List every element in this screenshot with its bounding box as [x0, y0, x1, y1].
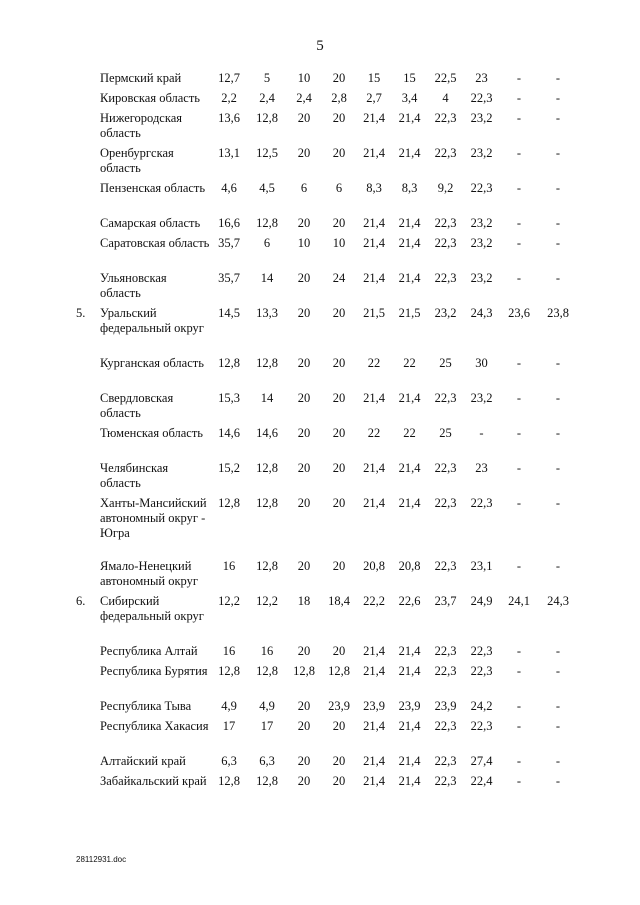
- rate-value: 23,9: [398, 699, 421, 713]
- rate-value: 24,2: [470, 699, 493, 713]
- rate-value: 22,3: [434, 754, 457, 768]
- rate-value: 22,6: [398, 594, 421, 608]
- rate-value: 22,3: [434, 461, 457, 475]
- rate-value: 12,8: [218, 774, 240, 788]
- row-number: [76, 719, 100, 754]
- table-row: [76, 699, 577, 719]
- rate-value: 27,4: [470, 754, 493, 768]
- row-number: [76, 146, 100, 181]
- rate-value: 12,5: [256, 146, 278, 160]
- table-row: [76, 146, 577, 181]
- rate-value: 12,8: [256, 216, 278, 230]
- rate-value: 20: [297, 356, 311, 370]
- rate-value: 22,3: [434, 559, 457, 573]
- rate-value: 6,3: [259, 754, 275, 768]
- table-row: [76, 496, 577, 559]
- tax-rate-table: [76, 71, 577, 809]
- rate-value: 21,4: [363, 664, 385, 678]
- rate-value: 4: [442, 91, 449, 105]
- rate-value: 24,3: [470, 306, 493, 320]
- rate-value: 15,2: [218, 461, 240, 475]
- rate-value: 21,4: [363, 754, 385, 768]
- rate-value: -: [555, 71, 561, 85]
- rate-value: 23,8: [547, 306, 569, 320]
- rate-value: 20: [332, 644, 346, 658]
- table-row: [76, 91, 577, 111]
- rate-value: 20: [332, 306, 346, 320]
- rate-value: -: [555, 774, 561, 788]
- rate-value: 23,9: [434, 699, 457, 713]
- table-row: [76, 181, 577, 216]
- rate-value: -: [516, 496, 522, 510]
- table-row: [76, 271, 577, 306]
- rate-value: 14,6: [256, 426, 278, 440]
- table-row: [76, 306, 577, 356]
- rate-value: 21,4: [363, 111, 385, 125]
- rate-value: 22,3: [434, 146, 457, 160]
- region-name: Пензенская область: [100, 181, 206, 195]
- table-row: [76, 461, 577, 496]
- rate-value: 4,9: [221, 699, 237, 713]
- rate-value: -: [516, 774, 522, 788]
- rate-value: 22,3: [470, 496, 493, 510]
- rate-value: 18,4: [328, 594, 350, 608]
- rate-value: -: [555, 426, 561, 440]
- row-number: [76, 71, 100, 91]
- rate-value: 21,4: [363, 719, 385, 733]
- table-row: [76, 774, 577, 809]
- rate-value: 23: [475, 461, 488, 475]
- rate-value: 21,4: [398, 496, 421, 510]
- rate-value: 22: [403, 426, 416, 440]
- rate-value: 12,8: [256, 461, 278, 475]
- rate-value: 22,4: [470, 774, 493, 788]
- region-name: Ульяновская область: [100, 271, 167, 300]
- rate-value: -: [555, 461, 561, 475]
- rate-value: 22,3: [434, 391, 457, 405]
- rate-value: 6,3: [221, 754, 237, 768]
- rate-value: 24,3: [547, 594, 569, 608]
- rate-value: -: [516, 719, 522, 733]
- rate-value: 12,8: [328, 664, 350, 678]
- rate-value: 23: [475, 71, 488, 85]
- rate-value: 20: [332, 216, 346, 230]
- rate-value: 22,2: [363, 594, 385, 608]
- rate-value: 20: [297, 496, 311, 510]
- rate-value: -: [516, 754, 522, 768]
- region-name: Забайкальский край: [100, 774, 207, 788]
- rate-value: 22,3: [470, 181, 493, 195]
- rate-value: 20: [297, 774, 311, 788]
- rate-value: 21,4: [363, 236, 385, 250]
- rate-value: 22,3: [470, 91, 493, 105]
- rate-value: 23,2: [470, 271, 493, 285]
- rate-value: 22,3: [470, 644, 493, 658]
- rate-value: -: [516, 664, 522, 678]
- rate-value: 22: [367, 426, 381, 440]
- rate-value: 20: [297, 216, 311, 230]
- rate-value: 12,8: [293, 664, 315, 678]
- rate-value: -: [555, 356, 561, 370]
- region-name: Пермский край: [100, 71, 182, 85]
- rate-value: -: [516, 236, 522, 250]
- rate-value: 20: [332, 71, 346, 85]
- region-name: Саратовская область: [100, 236, 210, 250]
- rate-value: 14: [260, 271, 274, 285]
- rate-value: 16,6: [218, 216, 240, 230]
- rate-value: 22,3: [434, 774, 457, 788]
- rate-value: 12,8: [256, 559, 278, 573]
- rate-value: -: [516, 146, 522, 160]
- table-row: [76, 594, 577, 644]
- rate-value: 10: [297, 71, 311, 85]
- rate-value: 20: [332, 356, 346, 370]
- region-name: Свердловская область: [100, 391, 174, 420]
- table-row: [76, 719, 577, 754]
- rate-value: -: [516, 426, 522, 440]
- rate-value: 22,3: [434, 236, 457, 250]
- rate-value: 15: [403, 71, 416, 85]
- rate-value: -: [516, 181, 522, 195]
- rate-value: 4,5: [259, 181, 275, 195]
- rate-value: 21,4: [398, 271, 421, 285]
- region-name: Республика Тыва: [100, 699, 192, 713]
- rate-value: 22,3: [470, 719, 493, 733]
- rate-value: 20,8: [363, 559, 385, 573]
- row-number: [76, 699, 100, 719]
- rate-value: 20: [297, 271, 311, 285]
- rate-value: 20: [332, 496, 346, 510]
- rate-value: 23,9: [363, 699, 385, 713]
- rate-value: 25: [439, 356, 452, 370]
- row-number: [76, 236, 100, 271]
- rate-value: 8,3: [401, 181, 418, 195]
- rate-value: 20: [297, 754, 311, 768]
- rate-value: 21,4: [363, 644, 385, 658]
- rate-value: -: [555, 181, 561, 195]
- rate-value: 17: [222, 719, 236, 733]
- rate-value: 24,1: [508, 594, 530, 608]
- row-number: [76, 559, 100, 594]
- rate-value: 5: [263, 71, 271, 85]
- region-name: Алтайский край: [100, 754, 186, 768]
- rate-value: -: [516, 391, 522, 405]
- row-number: [76, 426, 100, 461]
- rate-value: 20: [332, 754, 346, 768]
- rate-value: 20: [297, 719, 311, 733]
- region-name: Республика Алтай: [100, 644, 198, 658]
- rate-value: 3,4: [401, 91, 418, 105]
- table-row: [76, 664, 577, 699]
- rate-value: -: [516, 356, 522, 370]
- rate-value: -: [555, 91, 561, 105]
- region-name: Ямало-Ненецкий автономный округ: [100, 559, 198, 588]
- rate-value: 20: [297, 146, 311, 160]
- rate-value: 24,9: [470, 594, 493, 608]
- rate-value: 20,8: [398, 559, 421, 573]
- rate-value: 20: [332, 559, 346, 573]
- rate-value: 12,8: [218, 664, 240, 678]
- rate-value: 21,4: [398, 146, 421, 160]
- rate-value: -: [555, 236, 561, 250]
- rate-value: 20: [297, 699, 311, 713]
- rate-value: -: [516, 216, 522, 230]
- region-name: Кировская область: [100, 91, 201, 105]
- rate-value: 2,2: [221, 91, 237, 105]
- rate-value: 16: [222, 559, 236, 573]
- rate-value: -: [555, 664, 561, 678]
- row-number: [76, 271, 100, 306]
- rate-value: 20: [332, 461, 346, 475]
- rate-value: 21,4: [398, 644, 421, 658]
- rate-value: 20: [332, 719, 346, 733]
- rate-value: 21,4: [363, 461, 385, 475]
- rate-value: -: [516, 461, 522, 475]
- rate-value: -: [516, 91, 522, 105]
- rate-value: 23,9: [328, 699, 350, 713]
- rate-value: 21,4: [363, 391, 385, 405]
- rate-value: 21,4: [398, 461, 421, 475]
- region-name: Самарская область: [100, 216, 201, 230]
- rate-value: 12,2: [218, 594, 240, 608]
- region-name: Курганская область: [100, 356, 204, 370]
- row-number: [76, 111, 100, 146]
- rate-value: -: [555, 111, 561, 125]
- rate-value: 10: [297, 236, 311, 250]
- rate-value: 21,4: [363, 146, 385, 160]
- page-number: 5: [316, 38, 324, 54]
- rate-value: 12,8: [256, 496, 278, 510]
- rate-value: 25: [439, 426, 452, 440]
- rate-value: -: [555, 719, 561, 733]
- rate-value: 12,2: [256, 594, 278, 608]
- rate-value: 24: [332, 271, 346, 285]
- row-number: [76, 664, 100, 699]
- rate-value: 20: [297, 644, 311, 658]
- rate-value: 20: [297, 461, 311, 475]
- rate-value: 13,6: [218, 111, 240, 125]
- row-number: [76, 181, 100, 216]
- row-number: [76, 644, 100, 664]
- rate-value: 12,8: [256, 356, 278, 370]
- rate-value: -: [516, 699, 522, 713]
- region-name: Уральский федеральный округ: [100, 306, 204, 335]
- region-name: Нижегородская область: [100, 111, 183, 140]
- row-number: 5.: [76, 306, 86, 320]
- rate-value: 21,4: [398, 774, 421, 788]
- rate-value: 15,3: [218, 391, 240, 405]
- table-row: [76, 216, 577, 236]
- rate-value: 21,4: [398, 664, 421, 678]
- region-name: Тюменская область: [100, 426, 203, 440]
- rate-value: 9,2: [437, 181, 454, 195]
- rate-value: 22,3: [434, 644, 457, 658]
- rate-value: 21,4: [363, 271, 385, 285]
- row-number: [76, 356, 100, 391]
- rate-value: 22,3: [434, 271, 457, 285]
- rate-value: 20: [297, 306, 311, 320]
- rate-value: 22,5: [434, 71, 457, 85]
- rate-value: -: [555, 271, 561, 285]
- rate-value: 6: [300, 181, 308, 195]
- rate-value: 14: [260, 391, 274, 405]
- rate-value: 20: [332, 391, 346, 405]
- rate-value: -: [479, 426, 484, 440]
- region-name: Оренбургская область: [100, 146, 174, 175]
- table-body: [76, 71, 577, 809]
- rate-value: -: [516, 644, 522, 658]
- rate-value: 16: [260, 644, 274, 658]
- rate-value: 20: [297, 426, 311, 440]
- rate-value: 2,4: [259, 91, 275, 105]
- rate-value: 22,3: [434, 664, 457, 678]
- rate-value: 23,6: [508, 306, 530, 320]
- table-row: [76, 111, 577, 146]
- rate-value: 23,2: [470, 236, 493, 250]
- table-row: [76, 754, 577, 774]
- rate-value: 21,4: [398, 216, 421, 230]
- rate-value: 22,3: [434, 216, 457, 230]
- rate-value: 12,7: [218, 71, 240, 85]
- rate-value: 23,2: [470, 391, 493, 405]
- rate-value: 12,8: [256, 111, 278, 125]
- row-number: [76, 461, 100, 496]
- rate-value: 30: [475, 356, 488, 370]
- rate-value: 20: [297, 111, 311, 125]
- rate-value: -: [555, 559, 561, 573]
- table-row: [76, 644, 577, 664]
- rate-value: -: [555, 391, 561, 405]
- rate-value: 20: [297, 559, 311, 573]
- rate-value: 23,2: [470, 216, 493, 230]
- rate-value: 12,8: [218, 496, 240, 510]
- row-number: 6.: [76, 594, 86, 608]
- rate-value: -: [516, 271, 522, 285]
- rate-value: 22: [367, 356, 381, 370]
- rate-value: 35,7: [218, 271, 240, 285]
- rate-value: 22: [403, 356, 416, 370]
- rate-value: 20: [332, 146, 346, 160]
- table-row: [76, 391, 577, 426]
- rate-value: 12,8: [256, 664, 278, 678]
- row-number: [76, 754, 100, 774]
- rate-value: 23,2: [470, 146, 493, 160]
- rate-value: 20: [332, 426, 346, 440]
- rate-value: 13,1: [218, 146, 240, 160]
- rate-value: 2,8: [331, 91, 347, 105]
- table-row: [76, 426, 577, 461]
- region-name: Сибирский федеральный округ: [100, 594, 204, 623]
- rate-value: -: [555, 146, 561, 160]
- row-number: [76, 91, 100, 111]
- rate-value: 23,2: [434, 306, 457, 320]
- rate-value: 22,3: [434, 719, 457, 733]
- rate-value: 14,6: [218, 426, 240, 440]
- footer-filename: 28112931.doc: [76, 855, 127, 864]
- rate-value: 21,5: [363, 306, 385, 320]
- rate-value: 21,4: [363, 774, 385, 788]
- rate-value: 6: [335, 181, 343, 195]
- row-number: [76, 391, 100, 426]
- table-row: [76, 559, 577, 594]
- rate-value: 16: [222, 644, 236, 658]
- rate-value: 2,7: [366, 91, 382, 105]
- table-row: [76, 71, 577, 91]
- rate-value: -: [516, 559, 522, 573]
- region-name: Ханты-Мансийский автономный округ - Югра: [100, 496, 207, 540]
- rate-value: -: [555, 216, 561, 230]
- rate-value: 4,6: [221, 181, 237, 195]
- rate-value: 10: [332, 236, 346, 250]
- rate-value: -: [516, 111, 522, 125]
- rate-value: 22,3: [434, 111, 457, 125]
- row-number: [76, 774, 100, 809]
- rate-value: 12,8: [256, 774, 278, 788]
- region-name: Республика Бурятия: [100, 664, 208, 678]
- rate-value: 23,1: [470, 559, 493, 573]
- rate-value: -: [555, 699, 561, 713]
- rate-value: 20: [332, 111, 346, 125]
- rate-value: 15: [367, 71, 381, 85]
- rate-value: 14,5: [218, 306, 240, 320]
- rate-value: 21,5: [398, 306, 421, 320]
- table-row: [76, 356, 577, 391]
- region-name: Челябинская область: [100, 461, 169, 490]
- rate-value: 20: [332, 774, 346, 788]
- row-number: [76, 216, 100, 236]
- rate-value: 22,3: [434, 496, 457, 510]
- rate-value: -: [516, 71, 522, 85]
- rate-value: 23,2: [470, 111, 493, 125]
- rate-value: -: [555, 644, 561, 658]
- rate-value: 20: [297, 391, 311, 405]
- rate-value: -: [555, 754, 561, 768]
- rate-value: 21,4: [363, 216, 385, 230]
- rate-value: 6: [263, 236, 271, 250]
- region-name: Республика Хакасия: [100, 719, 209, 733]
- rate-value: 21,4: [398, 719, 421, 733]
- rate-value: -: [555, 496, 561, 510]
- rate-value: 21,4: [398, 111, 421, 125]
- row-number: [76, 496, 100, 559]
- rate-value: 4,9: [259, 699, 275, 713]
- rate-value: 18: [297, 594, 311, 608]
- rate-value: 2,4: [296, 91, 312, 105]
- rate-value: 21,4: [398, 236, 421, 250]
- rate-value: 21,4: [398, 754, 421, 768]
- rate-value: 13,3: [256, 306, 278, 320]
- rate-value: 8,3: [366, 181, 382, 195]
- rate-value: 12,8: [218, 356, 240, 370]
- rate-value: 17: [260, 719, 274, 733]
- rate-value: 35,7: [218, 236, 240, 250]
- rate-value: 21,4: [363, 496, 385, 510]
- rate-value: 22,3: [470, 664, 493, 678]
- rate-value: 23,7: [434, 594, 457, 608]
- rate-value: 21,4: [398, 391, 421, 405]
- table-row: [76, 236, 577, 271]
